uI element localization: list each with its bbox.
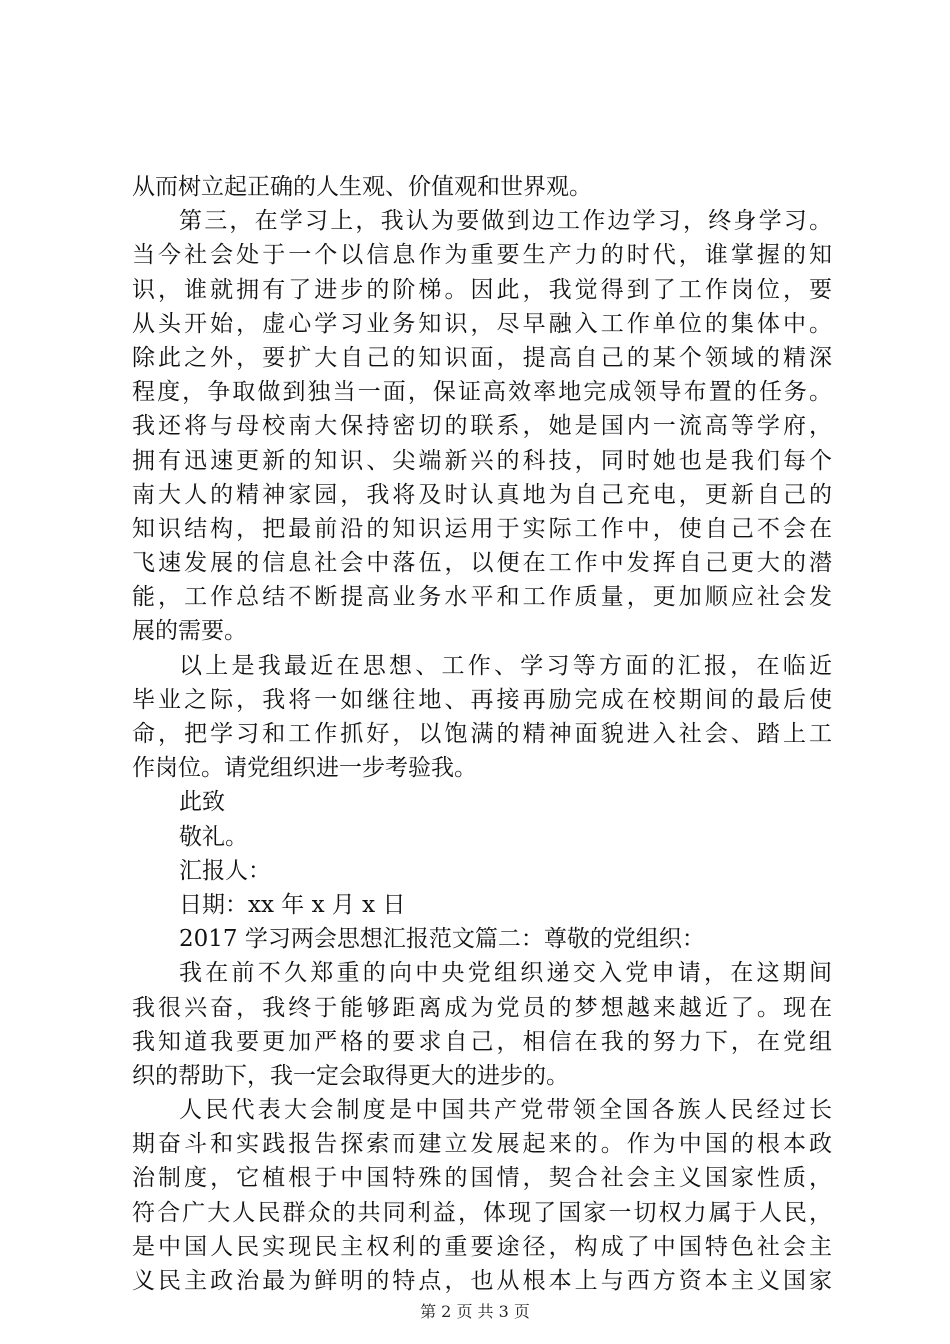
text-line: 此致 bbox=[179, 789, 225, 816]
text-line: 织的帮助下，我一定会取得更大的进步的。 bbox=[132, 1062, 569, 1089]
text-line: 我很兴奋，我终于能够距离成为党员的梦想越来越近了。现在 bbox=[132, 994, 832, 1021]
text-line: 除此之外，要扩大自己的知识面，提高自己的某个领域的精深 bbox=[132, 344, 832, 371]
text-line: 期奋斗和实践报告探索而建立发展起来的。作为中国的根本政 bbox=[132, 1131, 832, 1158]
text-line: 我还将与母校南大保持密切的联系，她是国内一流高等学府， bbox=[132, 413, 832, 440]
text-line: 汇报人： bbox=[179, 857, 271, 884]
text-line: 能，工作总结不断提高业务水平和工作质量，更加顺应社会发 bbox=[132, 584, 832, 611]
text-line: 命，把学习和工作抓好，以饱满的精神面貌进入社会、踏上工 bbox=[132, 721, 832, 747]
text-line: 人民代表大会制度是中国共产党带领全国各族人民经过长 bbox=[179, 1097, 832, 1124]
text-line: 从头开始，虚心学习业务知识，尽早融入工作单位的集体中。 bbox=[132, 310, 832, 337]
text-line: 拥有迅速更新的知识、尖端新兴的科技，同时她也是我们每个 bbox=[132, 447, 832, 474]
text-line: 以上是我最近在思想、工作、学习等方面的汇报，在临近 bbox=[179, 652, 832, 679]
text-line: 日期：xx 年 x 月 x 日 bbox=[179, 891, 406, 918]
text-line: 2017 学习两会思想汇报范文篇二：尊敬的党组织： bbox=[179, 926, 705, 953]
text-line: 飞速发展的信息社会中落伍，以便在工作中发挥自己更大的潜 bbox=[132, 550, 832, 577]
text-line: 毕业之际，我将一如继往地、再接再励完成在校期间的最后使 bbox=[132, 686, 832, 713]
text-line: 义民主政治最为鲜明的特点，也从根本上与西方资本主义国家 bbox=[132, 1268, 832, 1294]
text-line: 第三，在学习上，我认为要做到边工作边学习，终身学习。 bbox=[179, 208, 832, 235]
page-number: 第 2 页 共 3 页 bbox=[420, 1302, 530, 1321]
text-line: 符合广大人民群众的共同利益，体现了国家一切权力属于人民， bbox=[132, 1199, 832, 1226]
text-line: 治制度，它植根于中国特殊的国情，契合社会主义国家性质， bbox=[132, 1165, 832, 1192]
text-line: 我知道我要更加严格的要求自己，相信在我的努力下，在党组 bbox=[132, 1028, 832, 1055]
page-footer bbox=[0, 1302, 950, 1322]
text-line: 是中国人民实现民主权利的重要途径，构成了中国特色社会主 bbox=[132, 1233, 832, 1260]
text-line: 展的需要。 bbox=[132, 618, 247, 645]
text-line: 南大人的精神家园，我将及时认真地为自己充电，更新自己的 bbox=[132, 481, 832, 508]
text-line: 程度，争取做到独当一面，保证高效率地完成领导布置的任务。 bbox=[132, 379, 832, 406]
text-line: 从而树立起正确的人生观、价值观和世界观。 bbox=[132, 174, 592, 200]
text-line: 敬礼。 bbox=[179, 823, 248, 850]
text-line: 当今社会处于一个以信息作为重要生产力的时代，谁掌握的知 bbox=[132, 242, 832, 269]
text-line: 识，谁就拥有了进步的阶梯。因此，我觉得到了工作岗位，要 bbox=[132, 276, 832, 303]
text-line: 作岗位。请党组织进一步考验我。 bbox=[132, 755, 477, 782]
text-line: 知识结构，把最前沿的知识运用于实际工作中，使自己不会在 bbox=[132, 515, 832, 542]
document-body bbox=[132, 170, 832, 1298]
text-line: 我在前不久郑重的向中央党组织递交入党申请，在这期间 bbox=[179, 960, 832, 987]
